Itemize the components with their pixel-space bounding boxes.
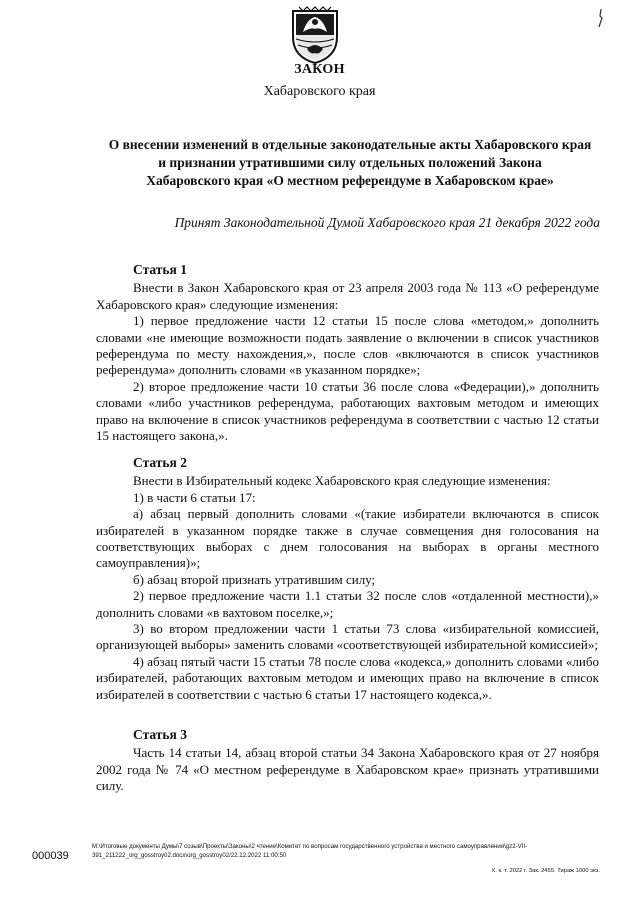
print-info: Х. к. т. 2022 г. Зак. 2455. Тираж 1000 экз. [491, 868, 600, 874]
article-title: Статья 3 [133, 727, 187, 742]
article-paragraph: Внести в Избирательный кодекс Хабаровского края следующие изменения: [133, 473, 551, 489]
article-paragraph: Внести в Закон Хабаровского края от 23 апреля 2003 года № 113 «О референдуме Хабаровского края» следующие изменения: [96, 280, 599, 312]
file-path [92, 842, 612, 860]
article-paragraph: Часть 14 статьи 14, абзац второй статьи 34 Закона Хабаровского края от 27 ноября 2002 года № 74 «О местном референдуме в Хабаровском крае» признать утратившими силу. [96, 745, 599, 794]
law-title: ЗАКОН [294, 62, 345, 77]
law-region: Хабаровского края [263, 84, 376, 99]
article-paragraph: 2) второе предложение части 10 статьи 36 после слова «Федерации),» дополнить словами «либо участников референдума, работающих вахтовым методом и имеющих право на включение в список участников референдума в соответствии с частью 12 статьи 15 настоящего закона,». [96, 378, 599, 444]
article-paragraph: 3) во втором предложении части 1 статьи 73 слова «избирательной комиссией, организующей выборы» заменить словами «соответствующей избирательной комиссией»; [96, 621, 599, 653]
law-heading [100, 136, 600, 190]
article-paragraph: б) абзац второй признать утратившим силу; [133, 571, 376, 587]
article-2 [96, 455, 599, 703]
article-title: Статья 2 [133, 455, 187, 470]
heading-line: и признании утратившими силу отдельных положений Закона [158, 155, 542, 170]
article-paragraph: а) абзац первый дополнить словами «(такие избиратели включаются в список избирателей в указанном порядке также в случае совмещения дня голосования на соответствующих выборах с днем голосования на выборах в органы местного самоуправления)»; [96, 506, 599, 571]
document-number: 000039 [32, 850, 69, 862]
article-title: Статья 1 [133, 262, 187, 277]
article-paragraph: 4) абзац пятый части 15 статьи 78 после слова «кодекса,» дополнить словами «либо избирателей, работающих вахтовым методом и имеющих право на включение в список избирателей в соответствии с частью 6 статьи 17 настоящего кодекса,». [96, 653, 599, 702]
article-paragraph: 2) первое предложение части 1.1 статьи 32 после слов «отдаленной местности),» дополнить словами «в вахтовом поселке,»; [96, 588, 599, 620]
staple-mark [594, 8, 604, 28]
heading-line: О внесении изменений в отдельные законодательные акты Хабаровского края [108, 137, 592, 152]
article-1 [96, 262, 599, 444]
file-path-line: 391_211222_org_gosstroy02.docx\org_gosstroy02/22.12.2022 11:00:50 [92, 852, 287, 859]
khabarovsk-coat-of-arms-icon [289, 5, 341, 65]
article-paragraph: 1) первое предложение части 12 статьи 15 после слова «методом,» дополнить словами «не имеющие возможности подать заявление о включении в список участников референдума по месту нахождения,», после слов «включаются в список участников референдума» дополнить словами «в указанном порядке»; [96, 313, 599, 378]
heading-line: Хабаровского края «О местном референдуме в Хабаровском крае» [146, 173, 554, 188]
article-paragraph: 1) в части 6 статьи 17: [133, 489, 256, 505]
article-3 [96, 727, 599, 795]
file-path-line: M:\Итоговые документы Думы\7 созыв\Проекты\Законы\2 чтение\Комитет по вопросам государственного устройства и местного самоуправления\gz2-VII- [92, 843, 528, 850]
adoption-note: Принят Законодательной Думой Хабаровского края 21 декабря 2022 года [174, 215, 600, 230]
